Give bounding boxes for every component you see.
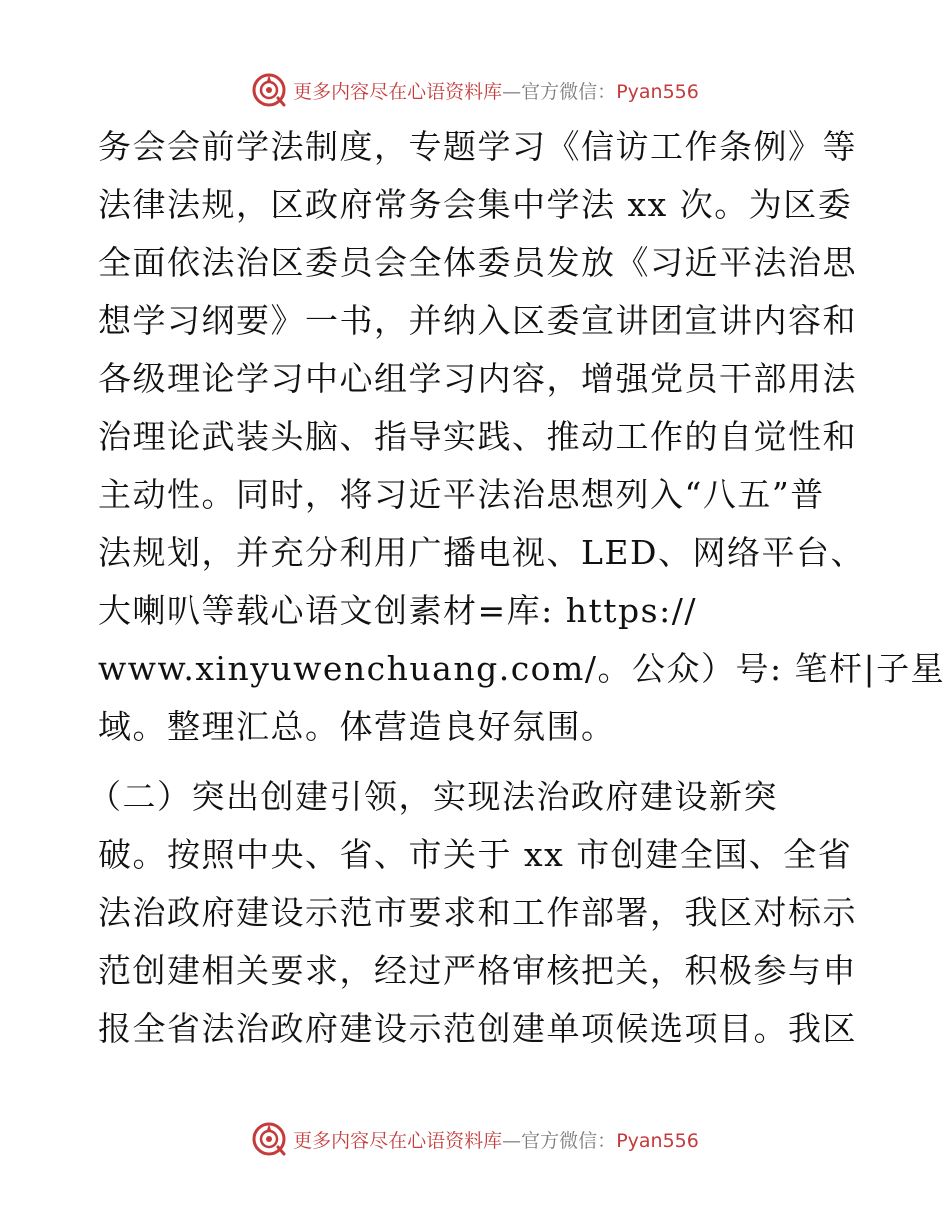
document-body (88, 118, 946, 1058)
paragraph-2 (88, 768, 858, 1058)
text-line: 大喇叭等载心语文创素材=库: https:// (98, 591, 697, 630)
brand-logo-icon (251, 72, 287, 108)
header-banner-separator: — (502, 80, 522, 103)
text-line: 治理论武装头脑、指导实践、推动工作的自觉性和 (98, 417, 857, 456)
paragraph-gap (98, 756, 858, 768)
footer-wechat-id: Pyan556 (616, 1129, 699, 1152)
text-line: 范创建相关要求，经过严格审核把关，积极参与申 (98, 951, 857, 990)
text-line: 各级理论学习中心组学习内容，增强党员干部用法 (98, 359, 857, 398)
paragraph-1 (98, 118, 946, 756)
header-banner-text (293, 77, 699, 104)
text-line: www.xinyuwenchuang.com/。公众）号: 笔杆|子星 (98, 649, 946, 688)
header-wechat-id: Pyan556 (616, 80, 699, 103)
footer-banner (0, 1119, 950, 1159)
text-line: 全面依法治区委员会全体委员发放《习近平法治思 (98, 243, 857, 282)
text-line: 法治政府建设示范市要求和工作部署，我区对标示 (98, 893, 857, 932)
footer-banner-text (293, 1126, 699, 1153)
footer-banner-title: 更多内容尽在心语资料库 (293, 1129, 503, 1152)
text-line: 法律法规，区政府常务会集中学法 xx 次。为区委 (98, 185, 853, 224)
text-line: 想学习纲要》一书，并纳入区委宣讲团宣讲内容和 (98, 301, 857, 340)
header-banner-title: 更多内容尽在心语资料库 (293, 80, 503, 103)
text-line: 务会会前学法制度，专题学习《信访工作条例》等 (98, 127, 857, 166)
header-banner (0, 70, 950, 110)
header-wechat-label: 官方微信： (521, 80, 617, 103)
footer-banner-separator: — (502, 1129, 522, 1152)
section-heading-line: （二）突出创建引领，实现法治政府建设新突 (88, 777, 778, 816)
text-line: 主动性。同时，将习近平法治思想列入“八五”普 (98, 475, 825, 514)
text-line: 破。按照中央、省、市关于 xx 市创建全国、全省 (98, 835, 853, 874)
footer-wechat-label: 官方微信： (521, 1129, 617, 1152)
text-line: 报全省法治政府建设示范创建单项候选项目。我区 (98, 1009, 857, 1048)
text-line: 法规划，并充分利用广播电视、LED、网络平台、 (98, 533, 865, 572)
brand-logo-icon (251, 1121, 287, 1157)
text-line: 域。整理汇总。体营造良好氛围。 (98, 707, 616, 746)
